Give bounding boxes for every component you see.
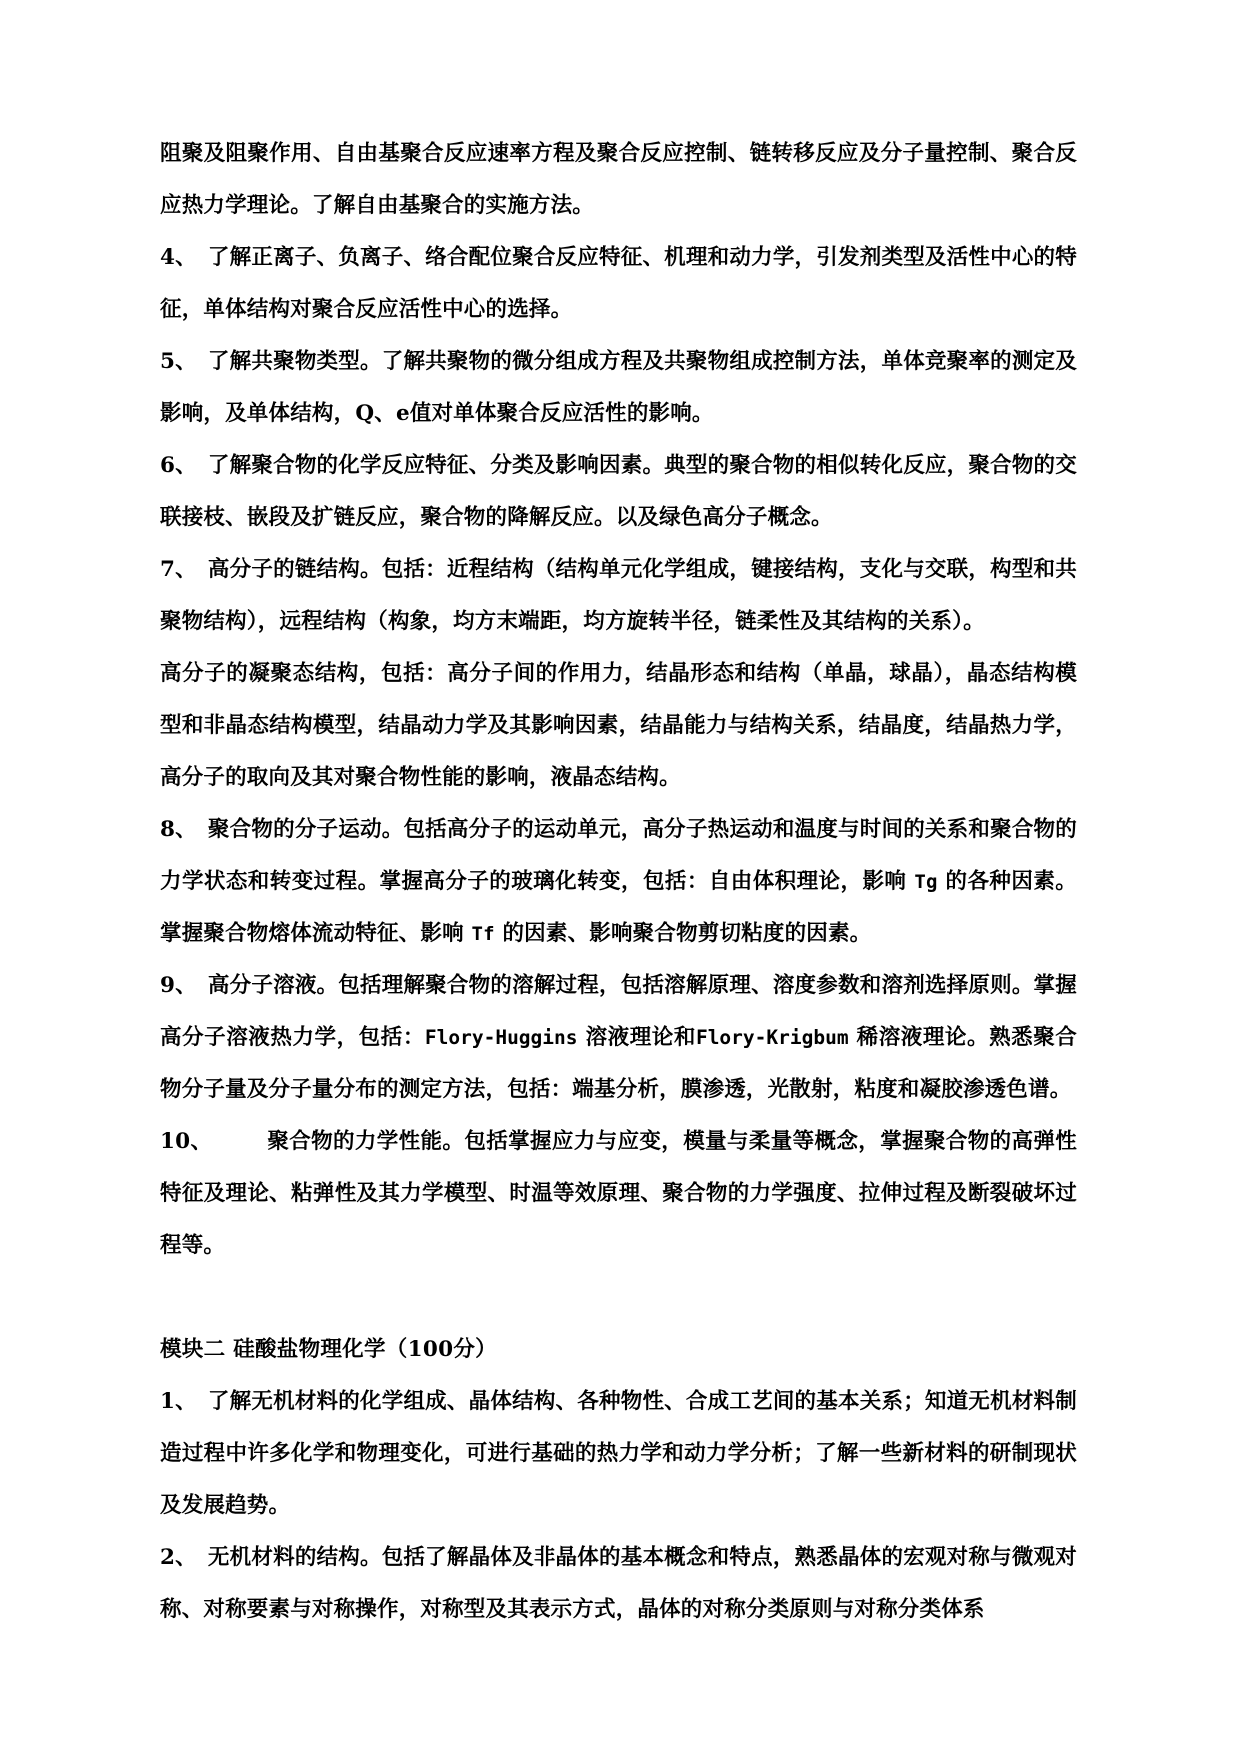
module-two-list-text-1: 了解无机材料的化学组成、晶体结构、各种物性、合成工艺间的基本关系；知道无机材料制造过程中许多化学和物理变化，可进行基础的热力学和动力学分析；了解一些新材料的研制现状及发展趋势。	[160, 1389, 1077, 1518]
list-text-9-part1: 高分子溶液。包括理解聚合物的溶解过程，包括溶解原理、溶度参数和溶剂选择原则。掌握高分子溶液热力学，包括：	[160, 973, 1077, 1050]
term-flory-krigbum: Flory-Krigbum	[695, 1026, 849, 1049]
list-marker-10: 10、	[160, 1129, 202, 1154]
list-marker-5: 5、	[160, 349, 187, 374]
list-gap-8	[186, 817, 208, 842]
list-gap-7	[186, 557, 208, 582]
list-gap-6	[186, 453, 208, 478]
section-spacer	[160, 1272, 1077, 1324]
list-item-5	[160, 336, 1077, 440]
list-text-5-after: 值对单体聚合反应活性的影响。	[409, 401, 714, 426]
paragraph-aggregate-structure-text: 高分子的凝聚态结构，包括：高分子间的作用力，结晶形态和结构（单晶，球晶），晶态结构模型和非晶态结构模型，结晶动力学及其影响因素，结晶能力与结构关系，结晶度，结晶热力学，高分子的取向及其对聚合物性能的影响，液晶态结构。	[160, 661, 1077, 790]
list-gap-4	[186, 245, 208, 270]
list-text-4: 了解正离子、负离子、络合配位聚合反应特征、机理和动力学，引发剂类型及活性中心的特征，单体结构对聚合反应活性中心的选择。	[160, 245, 1077, 322]
list-text-9-part2: 溶液理论和	[577, 1025, 696, 1050]
symbol-tf: Tf	[471, 923, 495, 945]
list-marker-7: 7、	[160, 557, 187, 582]
symbol-q-e: Q、e	[355, 401, 410, 426]
list-gap-9	[186, 973, 208, 998]
list-gap-5	[186, 349, 208, 374]
list-item-6	[160, 440, 1077, 544]
module-two-list-marker-1: 1、	[160, 1389, 187, 1414]
list-marker-6: 6、	[160, 453, 187, 478]
module-two-list-marker-2: 2、	[160, 1545, 187, 1570]
list-marker-9: 9、	[160, 973, 187, 998]
document-body	[160, 128, 1077, 1636]
list-item-9	[160, 960, 1077, 1116]
list-text-6: 了解聚合物的化学反应特征、分类及影响因素。典型的聚合物的相似转化反应，聚合物的交联接枝、嵌段及扩链反应，聚合物的降解反应。以及绿色高分子概念。	[160, 453, 1077, 530]
list-item-7	[160, 544, 1077, 648]
symbol-tg: Tg	[914, 871, 938, 893]
module-two-heading: 模块二 硅酸盐物理化学（100分）	[160, 1337, 497, 1362]
list-marker-4: 4、	[160, 245, 187, 270]
module-two-list-gap-1	[186, 1389, 208, 1414]
list-text-7: 高分子的链结构。包括：近程结构（结构单元化学组成，键接结构，支化与交联，构型和共聚物结构），远程结构（构象，均方末端距，均方旋转半径，链柔性及其结构的关系）。	[160, 557, 1077, 634]
list-text-5-before: 了解共聚物类型。了解共聚物的微分组成方程及共聚物组成控制方法，单体竞聚率的测定及影响，及单体结构，	[160, 349, 1077, 426]
list-item-10	[160, 1116, 1077, 1272]
list-text-8-part2: 的各种因素。掌握聚合物熔体流动特征、影响	[160, 869, 1077, 946]
list-gap-10	[202, 1129, 268, 1154]
paragraph-continued-text: 阻聚及阻聚作用、自由基聚合反应速率方程及聚合反应控制、链转移反应及分子量控制、聚合反应热力学理论。了解自由基聚合的实施方法。	[160, 141, 1077, 218]
module-two-list-text-2: 无机材料的结构。包括了解晶体及非晶体的基本概念和特点，熟悉晶体的宏观对称与微观对称、对称要素与对称操作，对称型及其表示方式，晶体的对称分类原则与对称分类体系	[160, 1545, 1077, 1622]
paragraph-continued	[160, 128, 1077, 232]
list-item-4	[160, 232, 1077, 336]
list-text-8-part3: 的因素、影响聚合物剪切粘度的因素。	[494, 921, 872, 946]
list-text-9-part3: 稀溶液理论。熟悉聚合物分子量及分子量分布的测定方法，包括：端基分析，膜渗透，光散射，粘度和凝胶渗透色谱。	[160, 1025, 1078, 1102]
paragraph-aggregate-structure	[160, 648, 1077, 804]
list-item-8	[160, 804, 1077, 960]
module-two-list-gap-2	[186, 1545, 208, 1570]
term-flory-huggins: Flory-Huggins	[424, 1026, 578, 1049]
list-marker-8: 8、	[160, 817, 187, 842]
list-text-8-part1: 聚合物的分子运动。包括高分子的运动单元，高分子热运动和温度与时间的关系和聚合物的力学状态和转变过程。掌握高分子的玻璃化转变，包括：自由体积理论，影响	[160, 817, 1077, 894]
list-text-10: 聚合物的力学性能。包括掌握应力与应变，模量与柔量等概念，掌握聚合物的高弹性特征及理论、粘弹性及其力学模型、时温等效原理、聚合物的力学强度、拉伸过程及断裂破坏过程等。	[160, 1129, 1077, 1258]
module-two-list-item-2	[160, 1532, 1077, 1636]
module-two-list-item-1	[160, 1376, 1077, 1532]
